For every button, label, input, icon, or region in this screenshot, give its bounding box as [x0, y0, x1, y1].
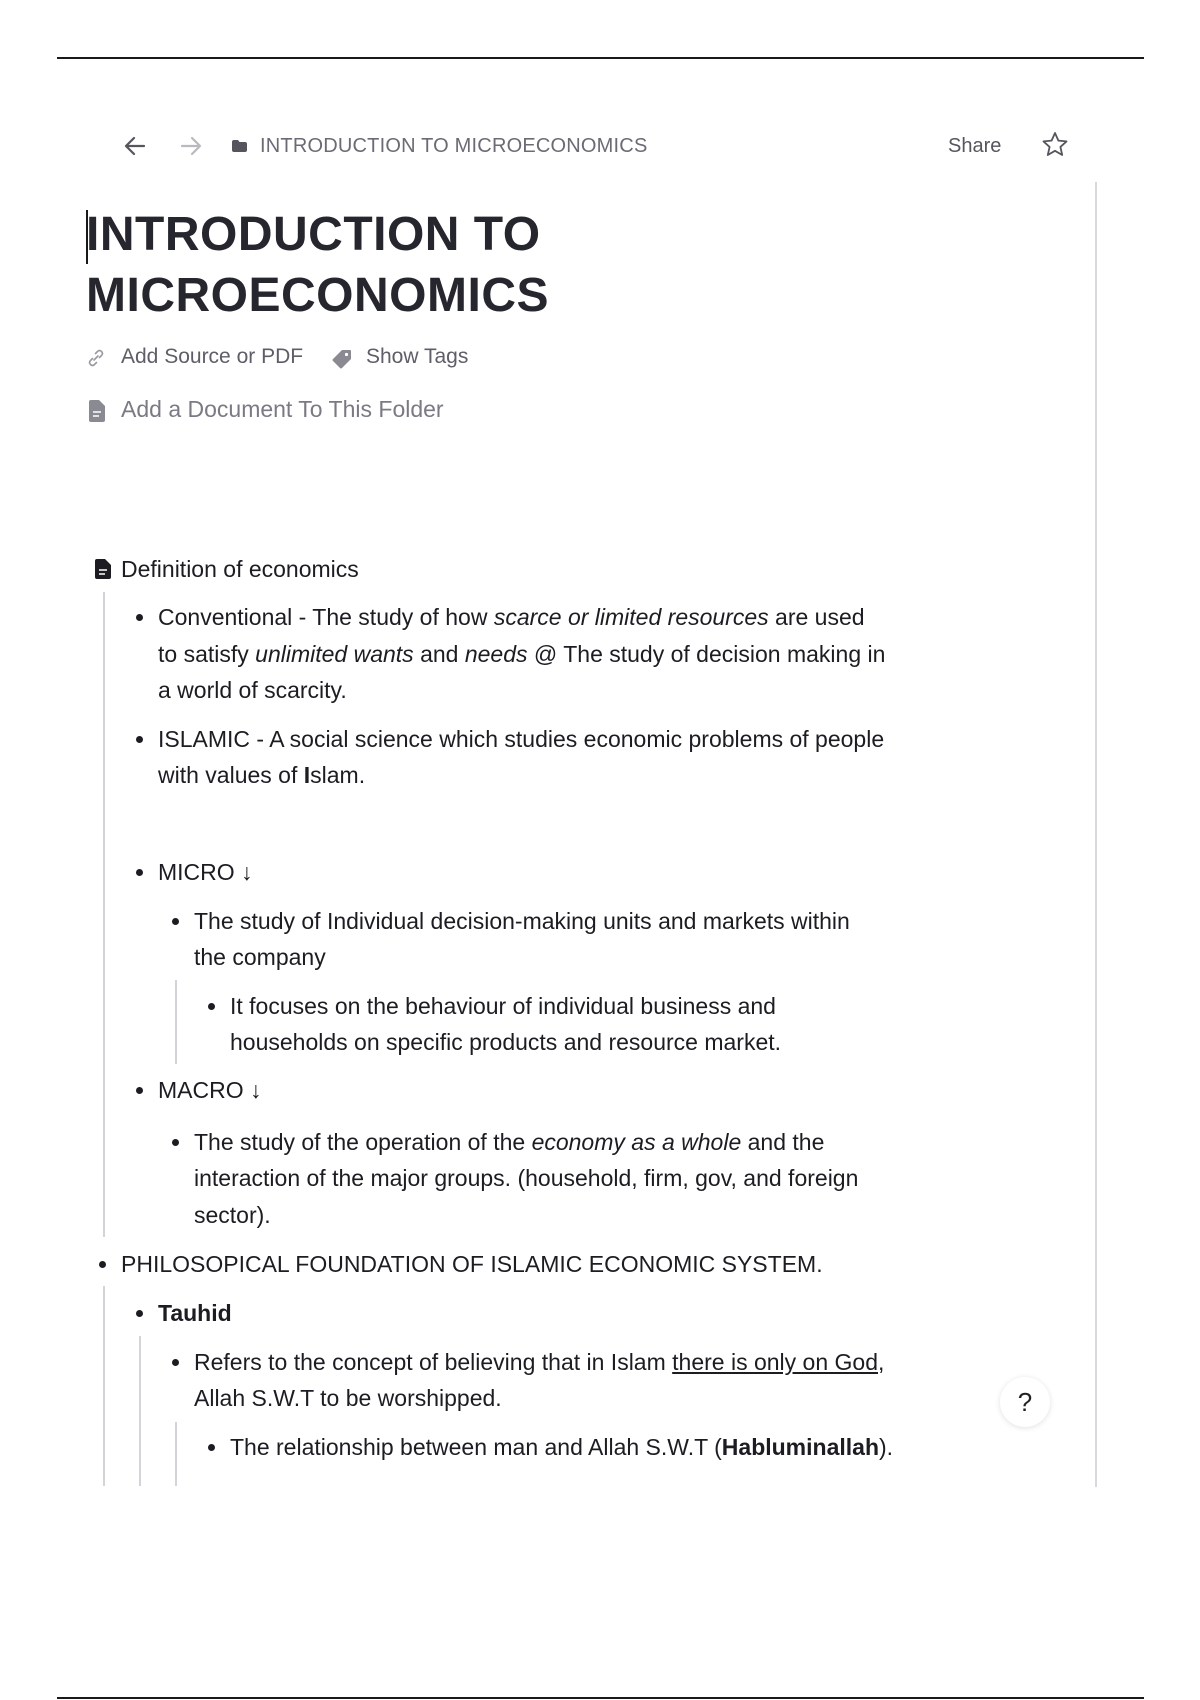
list-item-macro-definition-line3[interactable]: sector).	[194, 1202, 271, 1228]
bullet	[172, 918, 179, 925]
top-divider	[57, 57, 1144, 59]
indent-guide	[103, 1286, 105, 1486]
breadcrumb-folder[interactable]: INTRODUCTION TO MICROECONOMICS	[260, 135, 648, 157]
forward-arrow-icon[interactable]	[176, 132, 206, 160]
add-document-label: Add a Document To This Folder	[121, 396, 444, 422]
text: are used	[768, 604, 865, 630]
text: needs	[464, 641, 528, 667]
indent-guide	[175, 980, 177, 1064]
list-item-conventional-line3[interactable]: a world of scarcity.	[158, 677, 347, 703]
list-item-islamic-line2[interactable]	[158, 757, 365, 794]
page-title[interactable]	[86, 204, 786, 326]
list-item-conventional[interactable]	[158, 599, 865, 636]
text: Habluminallah	[721, 1434, 879, 1460]
text: to satisfy	[158, 641, 256, 667]
text: slam.	[310, 762, 366, 788]
indent-guide	[139, 1336, 141, 1486]
star-icon[interactable]	[1040, 130, 1070, 160]
editor-right-border	[1095, 182, 1097, 1487]
bullet	[208, 1444, 215, 1451]
bullet	[172, 1359, 179, 1366]
list-item-micro-definition[interactable]: The study of Individual decision-making units and markets within	[194, 908, 850, 934]
bullet	[136, 1310, 143, 1317]
text: I	[303, 762, 311, 788]
bullet	[136, 1087, 143, 1094]
text: economy as a whole	[531, 1129, 742, 1155]
text: Conventional - The study of how	[158, 604, 494, 630]
bottom-divider	[57, 1697, 1144, 1699]
indent-guide	[175, 1422, 177, 1486]
page-title-line2: MICROECONOMICS	[86, 269, 549, 322]
help-button[interactable]: ?	[1000, 1377, 1050, 1427]
list-item-tauhid-definition-line2[interactable]: Allah S.W.T to be worshipped.	[194, 1385, 502, 1411]
list-item-micro-definition-line2[interactable]: the company	[194, 944, 326, 970]
list-item-tauhid-definition[interactable]	[194, 1344, 884, 1381]
list-item-conventional-line2[interactable]	[158, 636, 885, 673]
bullet	[208, 1003, 215, 1010]
bullet	[136, 736, 143, 743]
bullet	[99, 1261, 106, 1268]
text: @ The study of decision making in	[527, 641, 886, 667]
list-item-micro-focus[interactable]: It focuses on the behaviour of individual business and	[230, 993, 776, 1019]
bullet	[136, 614, 143, 621]
text: The study of the operation of the	[194, 1129, 532, 1155]
section-title[interactable]: Definition of economics	[121, 556, 359, 582]
back-arrow-icon[interactable]	[120, 132, 150, 160]
list-item-macro[interactable]: MACRO ↓	[158, 1077, 262, 1103]
list-item-islamic[interactable]: ISLAMIC - A social science which studies economic problems of people	[158, 726, 885, 752]
page-title-line1: INTRODUCTION TO	[86, 208, 541, 261]
list-item-tauhid[interactable]: Tauhid	[158, 1300, 232, 1326]
link-icon	[86, 348, 106, 368]
list-item-macro-definition-line2[interactable]: interaction of the major groups. (household, firm, gov, and foreign	[194, 1165, 859, 1191]
bullet	[172, 1139, 179, 1146]
add-source-label: Add Source or PDF	[121, 345, 304, 368]
list-item-micro[interactable]: MICRO ↓	[158, 859, 253, 885]
tag-icon	[331, 348, 353, 370]
text: Refers to the concept of believing that in Islam	[194, 1349, 673, 1375]
text: with values of	[158, 762, 304, 788]
text: ).	[879, 1434, 894, 1460]
text: The relationship between man and Allah S.W.T (	[230, 1434, 722, 1460]
list-item-macro-definition[interactable]	[194, 1124, 824, 1161]
folder-icon	[232, 140, 247, 152]
show-tags-label: Show Tags	[366, 345, 469, 368]
text: there is only on God	[672, 1349, 878, 1375]
text: scarce or limited resources	[493, 604, 769, 630]
list-item-micro-focus-line2[interactable]: households on specific products and resource market.	[230, 1029, 782, 1055]
text: and the	[741, 1129, 825, 1155]
document-icon	[88, 400, 106, 422]
share-button[interactable]: Share	[948, 135, 1002, 157]
document-icon	[95, 559, 111, 579]
text: unlimited wants	[255, 641, 414, 667]
list-item-relationship[interactable]	[230, 1429, 893, 1466]
top-bar	[0, 126, 1200, 166]
indent-guide	[103, 592, 105, 1237]
text: and	[413, 641, 465, 667]
list-item-philosophical[interactable]: PHILOSOPICAL FOUNDATION OF ISLAMIC ECONOMIC SYSTEM.	[121, 1251, 823, 1277]
bullet	[136, 869, 143, 876]
text: ,	[878, 1349, 885, 1375]
